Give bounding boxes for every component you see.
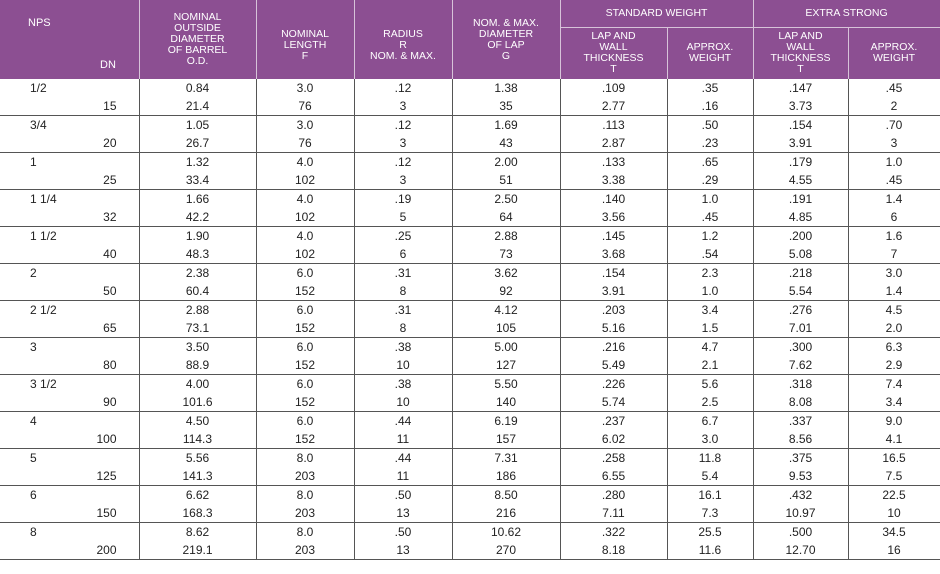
std-thickness-cell: 3.56 bbox=[560, 208, 667, 227]
xs-thickness-cell: .191 bbox=[753, 190, 848, 209]
radius-cell: 3 bbox=[354, 171, 452, 190]
xs-weight-cell: 4.5 bbox=[848, 301, 940, 320]
std-thickness-cell: .113 bbox=[560, 116, 667, 135]
lap-diameter-cell: 1.69 bbox=[452, 116, 560, 135]
xs-weight-cell: 6.3 bbox=[848, 338, 940, 357]
xs-thickness-cell: 8.08 bbox=[753, 393, 848, 412]
lap-diameter-cell: 186 bbox=[452, 467, 560, 486]
nps-cell: 1 1/2 bbox=[0, 227, 139, 246]
dn-cell: 200 bbox=[0, 541, 139, 560]
length-cell: 102 bbox=[256, 208, 354, 227]
lap-diameter-cell: 10.62 bbox=[452, 523, 560, 542]
xs-thickness-cell: 5.08 bbox=[753, 245, 848, 264]
length-cell: 6.0 bbox=[256, 338, 354, 357]
lap-diameter-header: NOM. & MAX. DIAMETER OF LAP G bbox=[452, 0, 560, 79]
xs-weight-cell: 10 bbox=[848, 504, 940, 523]
std-thickness-cell: 6.02 bbox=[560, 430, 667, 449]
xs-thickness-cell: 7.62 bbox=[753, 356, 848, 375]
length-cell: 6.0 bbox=[256, 412, 354, 431]
nps-cell: 3/4 bbox=[0, 116, 139, 135]
std-weight-cell: 3.0 bbox=[667, 430, 753, 449]
std-weight-cell: 7.3 bbox=[667, 504, 753, 523]
lap-diameter-cell: 140 bbox=[452, 393, 560, 412]
table-row bbox=[0, 486, 940, 505]
std-weight-cell: .65 bbox=[667, 153, 753, 172]
std-weight-cell: 11.8 bbox=[667, 449, 753, 468]
od-cell: 2.38 bbox=[139, 264, 256, 283]
std-weight-cell: 5.4 bbox=[667, 467, 753, 486]
length-cell: 6.0 bbox=[256, 375, 354, 394]
radius-cell: .19 bbox=[354, 190, 452, 209]
length-cell: 6.0 bbox=[256, 264, 354, 283]
radius-cell: .50 bbox=[354, 523, 452, 542]
std-weight-cell: 2.5 bbox=[667, 393, 753, 412]
table-row bbox=[0, 504, 940, 523]
std-weight-cell: 1.0 bbox=[667, 190, 753, 209]
od-cell: 141.3 bbox=[139, 467, 256, 486]
od-header: NOMINAL OUTSIDE DIAMETER OF BARREL O.D. bbox=[139, 0, 256, 79]
length-cell: 203 bbox=[256, 504, 354, 523]
table-row bbox=[0, 375, 940, 394]
xs-thickness-cell: 8.56 bbox=[753, 430, 848, 449]
xs-thickness-cell: .300 bbox=[753, 338, 848, 357]
std-thickness-cell: 3.38 bbox=[560, 171, 667, 190]
standard-weight-header: STANDARD WEIGHT bbox=[560, 0, 753, 27]
table-row bbox=[0, 134, 940, 153]
std-thickness-cell: 2.87 bbox=[560, 134, 667, 153]
xs-thickness-cell: .200 bbox=[753, 227, 848, 246]
std-weight-cell: .45 bbox=[667, 208, 753, 227]
xs-weight-cell: 7.5 bbox=[848, 467, 940, 486]
table-row bbox=[0, 79, 940, 97]
nps-cell: 5 bbox=[0, 449, 139, 468]
std-weight-cell: 2.3 bbox=[667, 264, 753, 283]
xs-weight-cell: 16.5 bbox=[848, 449, 940, 468]
lap-diameter-cell: 7.31 bbox=[452, 449, 560, 468]
od-cell: 60.4 bbox=[139, 282, 256, 301]
length-cell: 76 bbox=[256, 97, 354, 116]
od-cell: 219.1 bbox=[139, 541, 256, 560]
std-weight-cell: 6.7 bbox=[667, 412, 753, 431]
xs-weight-cell: 3 bbox=[848, 134, 940, 153]
lap-diameter-cell: 270 bbox=[452, 541, 560, 560]
std-thickness-cell: .258 bbox=[560, 449, 667, 468]
std-weight-cell: 3.4 bbox=[667, 301, 753, 320]
std-thickness-cell: 3.68 bbox=[560, 245, 667, 264]
radius-cell: 10 bbox=[354, 393, 452, 412]
xs-weight-cell: 16 bbox=[848, 541, 940, 560]
radius-cell: .12 bbox=[354, 79, 452, 97]
lap-diameter-cell: 64 bbox=[452, 208, 560, 227]
lap-diameter-cell: 5.00 bbox=[452, 338, 560, 357]
std-weight-cell: 25.5 bbox=[667, 523, 753, 542]
lap-diameter-cell: 73 bbox=[452, 245, 560, 264]
length-cell: 8.0 bbox=[256, 486, 354, 505]
std-weight-cell: .29 bbox=[667, 171, 753, 190]
xs-thickness-cell: .432 bbox=[753, 486, 848, 505]
xs-weight-cell: 4.1 bbox=[848, 430, 940, 449]
radius-cell: .25 bbox=[354, 227, 452, 246]
xs-weight-cell: 3.4 bbox=[848, 393, 940, 412]
od-cell: 1.66 bbox=[139, 190, 256, 209]
length-cell: 102 bbox=[256, 171, 354, 190]
xs-weight-cell: .45 bbox=[848, 171, 940, 190]
xs-thickness-cell: .276 bbox=[753, 301, 848, 320]
xs-weight-header: APPROX. WEIGHT bbox=[848, 27, 940, 79]
length-cell: 76 bbox=[256, 134, 354, 153]
od-cell: 26.7 bbox=[139, 134, 256, 153]
table-row bbox=[0, 523, 940, 542]
radius-cell: 11 bbox=[354, 430, 452, 449]
lap-diameter-cell: 4.12 bbox=[452, 301, 560, 320]
radius-cell: .31 bbox=[354, 264, 452, 283]
nps-cell: 2 bbox=[0, 264, 139, 283]
dn-cell: 100 bbox=[0, 430, 139, 449]
table-row bbox=[0, 541, 940, 560]
std-weight-cell: .50 bbox=[667, 116, 753, 135]
std-thickness-cell: 2.77 bbox=[560, 97, 667, 116]
std-weight-cell: 5.6 bbox=[667, 375, 753, 394]
std-thickness-cell: .226 bbox=[560, 375, 667, 394]
length-cell: 4.0 bbox=[256, 153, 354, 172]
table-row bbox=[0, 190, 940, 209]
xs-weight-cell: 7.4 bbox=[848, 375, 940, 394]
xs-weight-cell: 7 bbox=[848, 245, 940, 264]
od-cell: 1.90 bbox=[139, 227, 256, 246]
nps-cell: 1 1/4 bbox=[0, 190, 139, 209]
xs-weight-cell: 1.6 bbox=[848, 227, 940, 246]
od-cell: 3.50 bbox=[139, 338, 256, 357]
lap-diameter-cell: 92 bbox=[452, 282, 560, 301]
xs-thickness-cell: 4.85 bbox=[753, 208, 848, 227]
lap-diameter-cell: 6.19 bbox=[452, 412, 560, 431]
length-header: NOMINAL LENGTH F bbox=[256, 0, 354, 79]
table-row bbox=[0, 430, 940, 449]
xs-weight-cell: 2.0 bbox=[848, 319, 940, 338]
std-weight-cell: 11.6 bbox=[667, 541, 753, 560]
od-cell: 6.62 bbox=[139, 486, 256, 505]
radius-header: RADIUS R NOM. & MAX. bbox=[354, 0, 452, 79]
od-cell: 8.62 bbox=[139, 523, 256, 542]
dn-cell: 125 bbox=[0, 467, 139, 486]
radius-cell: 11 bbox=[354, 467, 452, 486]
nps-cell: 6 bbox=[0, 486, 139, 505]
table-row bbox=[0, 116, 940, 135]
std-weight-cell: 2.1 bbox=[667, 356, 753, 375]
radius-cell: 8 bbox=[354, 319, 452, 338]
xs-thickness-cell: .154 bbox=[753, 116, 848, 135]
lap-diameter-cell: 105 bbox=[452, 319, 560, 338]
xs-thickness-cell: 4.55 bbox=[753, 171, 848, 190]
length-cell: 203 bbox=[256, 467, 354, 486]
length-cell: 152 bbox=[256, 393, 354, 412]
xs-thickness-cell: .147 bbox=[753, 79, 848, 97]
table-row bbox=[0, 356, 940, 375]
radius-cell: 10 bbox=[354, 356, 452, 375]
nps-cell: 3 1/2 bbox=[0, 375, 139, 394]
od-cell: 114.3 bbox=[139, 430, 256, 449]
od-cell: 4.00 bbox=[139, 375, 256, 394]
nps-cell: 8 bbox=[0, 523, 139, 542]
xs-weight-cell: 1.4 bbox=[848, 282, 940, 301]
lap-diameter-cell: 216 bbox=[452, 504, 560, 523]
radius-cell: 8 bbox=[354, 282, 452, 301]
length-cell: 8.0 bbox=[256, 523, 354, 542]
xs-thickness-cell: .318 bbox=[753, 375, 848, 394]
dn-cell: 50 bbox=[0, 282, 139, 301]
od-cell: 73.1 bbox=[139, 319, 256, 338]
lap-diameter-cell: 2.00 bbox=[452, 153, 560, 172]
length-cell: 3.0 bbox=[256, 79, 354, 97]
dn-cell: 80 bbox=[0, 356, 139, 375]
nps-cell: 2 1/2 bbox=[0, 301, 139, 320]
table-row bbox=[0, 412, 940, 431]
length-cell: 152 bbox=[256, 430, 354, 449]
std-thickness-cell: 6.55 bbox=[560, 467, 667, 486]
xs-thickness-cell: .218 bbox=[753, 264, 848, 283]
nps-cell: 1/2 bbox=[0, 79, 139, 97]
std-weight-cell: .16 bbox=[667, 97, 753, 116]
lap-diameter-cell: 2.50 bbox=[452, 190, 560, 209]
table-row bbox=[0, 245, 940, 264]
xs-thickness-header: LAP AND WALL THICKNESS T bbox=[753, 27, 848, 79]
radius-cell: 13 bbox=[354, 504, 452, 523]
xs-thickness-cell: 3.73 bbox=[753, 97, 848, 116]
radius-cell: 3 bbox=[354, 134, 452, 153]
xs-thickness-cell: 7.01 bbox=[753, 319, 848, 338]
xs-weight-cell: 2 bbox=[848, 97, 940, 116]
xs-weight-cell: 22.5 bbox=[848, 486, 940, 505]
lap-diameter-cell: 157 bbox=[452, 430, 560, 449]
table-row bbox=[0, 153, 940, 172]
od-cell: 48.3 bbox=[139, 245, 256, 264]
dn-header: DN bbox=[100, 59, 116, 71]
xs-thickness-cell: .500 bbox=[753, 523, 848, 542]
xs-weight-cell: 2.9 bbox=[848, 356, 940, 375]
std-thickness-cell: 3.91 bbox=[560, 282, 667, 301]
std-thickness-cell: .216 bbox=[560, 338, 667, 357]
radius-cell: 5 bbox=[354, 208, 452, 227]
xs-weight-cell: 1.0 bbox=[848, 153, 940, 172]
xs-thickness-cell: 5.54 bbox=[753, 282, 848, 301]
table-row bbox=[0, 208, 940, 227]
std-thickness-cell: 5.16 bbox=[560, 319, 667, 338]
std-thickness-cell: .133 bbox=[560, 153, 667, 172]
od-cell: 42.2 bbox=[139, 208, 256, 227]
od-cell: 4.50 bbox=[139, 412, 256, 431]
std-thickness-cell: .280 bbox=[560, 486, 667, 505]
xs-thickness-cell: .375 bbox=[753, 449, 848, 468]
dn-cell: 90 bbox=[0, 393, 139, 412]
radius-cell: .50 bbox=[354, 486, 452, 505]
length-cell: 4.0 bbox=[256, 227, 354, 246]
dn-cell: 65 bbox=[0, 319, 139, 338]
table-row bbox=[0, 97, 940, 116]
lap-diameter-cell: 2.88 bbox=[452, 227, 560, 246]
radius-cell: .38 bbox=[354, 338, 452, 357]
length-cell: 152 bbox=[256, 356, 354, 375]
table-row bbox=[0, 301, 940, 320]
nps-cell: 4 bbox=[0, 412, 139, 431]
od-cell: 88.9 bbox=[139, 356, 256, 375]
od-cell: 168.3 bbox=[139, 504, 256, 523]
length-cell: 203 bbox=[256, 541, 354, 560]
radius-cell: .44 bbox=[354, 412, 452, 431]
lap-diameter-cell: 43 bbox=[452, 134, 560, 153]
table-header bbox=[0, 0, 940, 79]
lap-diameter-cell: 51 bbox=[452, 171, 560, 190]
std-weight-cell: 1.5 bbox=[667, 319, 753, 338]
xs-weight-cell: 34.5 bbox=[848, 523, 940, 542]
std-thickness-cell: .140 bbox=[560, 190, 667, 209]
dn-cell: 15 bbox=[0, 97, 139, 116]
std-thickness-header: LAP AND WALL THICKNESS T bbox=[560, 27, 667, 79]
length-cell: 4.0 bbox=[256, 190, 354, 209]
std-weight-cell: .54 bbox=[667, 245, 753, 264]
od-cell: 5.56 bbox=[139, 449, 256, 468]
std-thickness-cell: .322 bbox=[560, 523, 667, 542]
table-row bbox=[0, 319, 940, 338]
std-thickness-cell: 7.11 bbox=[560, 504, 667, 523]
extra-strong-header: EXTRA STRONG bbox=[753, 0, 940, 27]
xs-thickness-cell: 3.91 bbox=[753, 134, 848, 153]
dn-cell: 150 bbox=[0, 504, 139, 523]
table-row bbox=[0, 393, 940, 412]
std-weight-cell: 4.7 bbox=[667, 338, 753, 357]
table-row bbox=[0, 338, 940, 357]
table-row bbox=[0, 467, 940, 486]
radius-cell: 6 bbox=[354, 245, 452, 264]
nps-cell: 1 bbox=[0, 153, 139, 172]
std-thickness-cell: .237 bbox=[560, 412, 667, 431]
od-cell: 101.6 bbox=[139, 393, 256, 412]
length-cell: 152 bbox=[256, 319, 354, 338]
table-body bbox=[0, 79, 940, 560]
table-row bbox=[0, 264, 940, 283]
length-cell: 3.0 bbox=[256, 116, 354, 135]
std-thickness-cell: 5.49 bbox=[560, 356, 667, 375]
length-cell: 8.0 bbox=[256, 449, 354, 468]
nps-cell: 3 bbox=[0, 338, 139, 357]
xs-thickness-cell: 12.70 bbox=[753, 541, 848, 560]
xs-weight-cell: 3.0 bbox=[848, 264, 940, 283]
std-weight-header: APPROX. WEIGHT bbox=[667, 27, 753, 79]
lap-diameter-cell: 35 bbox=[452, 97, 560, 116]
od-cell: 1.32 bbox=[139, 153, 256, 172]
xs-weight-cell: 1.4 bbox=[848, 190, 940, 209]
length-cell: 6.0 bbox=[256, 301, 354, 320]
xs-thickness-cell: 9.53 bbox=[753, 467, 848, 486]
od-cell: 1.05 bbox=[139, 116, 256, 135]
std-thickness-cell: .154 bbox=[560, 264, 667, 283]
radius-cell: .38 bbox=[354, 375, 452, 394]
lap-diameter-cell: 1.38 bbox=[452, 79, 560, 97]
std-thickness-cell: 5.74 bbox=[560, 393, 667, 412]
std-thickness-cell: 8.18 bbox=[560, 541, 667, 560]
lap-diameter-cell: 5.50 bbox=[452, 375, 560, 394]
table-row bbox=[0, 449, 940, 468]
dn-cell: 25 bbox=[0, 171, 139, 190]
radius-cell: .44 bbox=[354, 449, 452, 468]
nps-header: NPS bbox=[28, 17, 51, 29]
std-thickness-cell: .109 bbox=[560, 79, 667, 97]
xs-thickness-cell: .179 bbox=[753, 153, 848, 172]
std-thickness-cell: .203 bbox=[560, 301, 667, 320]
xs-weight-cell: .45 bbox=[848, 79, 940, 97]
length-cell: 102 bbox=[256, 245, 354, 264]
lap-diameter-cell: 8.50 bbox=[452, 486, 560, 505]
table-row bbox=[0, 171, 940, 190]
dn-cell: 20 bbox=[0, 134, 139, 153]
xs-thickness-cell: .337 bbox=[753, 412, 848, 431]
length-cell: 152 bbox=[256, 282, 354, 301]
xs-weight-cell: .70 bbox=[848, 116, 940, 135]
dn-cell: 32 bbox=[0, 208, 139, 227]
table-row bbox=[0, 282, 940, 301]
radius-cell: .12 bbox=[354, 116, 452, 135]
od-cell: 21.4 bbox=[139, 97, 256, 116]
std-weight-cell: 1.0 bbox=[667, 282, 753, 301]
radius-cell: 13 bbox=[354, 541, 452, 560]
od-cell: 2.88 bbox=[139, 301, 256, 320]
radius-cell: .31 bbox=[354, 301, 452, 320]
od-cell: 0.84 bbox=[139, 79, 256, 97]
std-weight-cell: 16.1 bbox=[667, 486, 753, 505]
radius-cell: 3 bbox=[354, 97, 452, 116]
std-weight-cell: .23 bbox=[667, 134, 753, 153]
std-thickness-cell: .145 bbox=[560, 227, 667, 246]
xs-weight-cell: 6 bbox=[848, 208, 940, 227]
xs-weight-cell: 9.0 bbox=[848, 412, 940, 431]
xs-thickness-cell: 10.97 bbox=[753, 504, 848, 523]
dn-cell: 40 bbox=[0, 245, 139, 264]
nps-dn-header bbox=[0, 0, 139, 79]
lap-diameter-cell: 127 bbox=[452, 356, 560, 375]
std-weight-cell: .35 bbox=[667, 79, 753, 97]
table-row bbox=[0, 227, 940, 246]
std-weight-cell: 1.2 bbox=[667, 227, 753, 246]
radius-cell: .12 bbox=[354, 153, 452, 172]
lap-diameter-cell: 3.62 bbox=[452, 264, 560, 283]
od-cell: 33.4 bbox=[139, 171, 256, 190]
